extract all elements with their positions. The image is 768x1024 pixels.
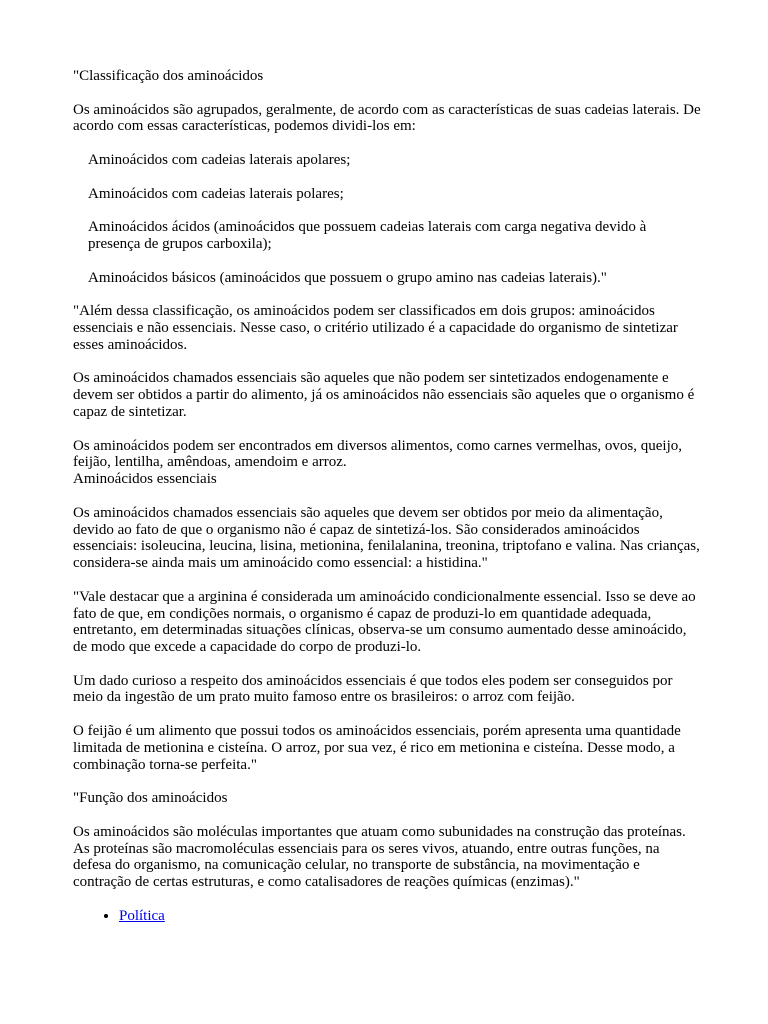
- section-heading-classification: "Classificação dos aminoácidos: [73, 68, 264, 84]
- document-body: [73, 68, 701, 925]
- politica-link[interactable]: Política: [119, 907, 165, 924]
- paragraph-essential-definition: Os aminoácidos chamados essenciais são aqueles que não podem ser sintetizados endogenamente e devem ser obtidos a partir do alimento, já os aminoácidos não essenciais são aqueles que o organismo é capaz de sintetizar.: [73, 370, 695, 420]
- paragraph-function: Os aminoácidos são moléculas importantes que atuam como subunidades na construção das proteínas. As proteínas são macromoléculas essenciais para os seres vivos, atuando, entre outras funções, na defesa do organismo, na comunicação celular, no transporte de substância, na movimentação e contração de certas estruturas, e como catalisadores de reações químicas (enzimas).": [73, 823, 686, 891]
- list-item-polar: Aminoácidos com cadeias laterais polares;: [88, 185, 344, 202]
- paragraph-classification-groups: "Além dessa classificação, os aminoácidos podem ser classificados em dois grupos: aminoácidos essenciais e não essenciais. Nesse caso, o critério utilizado é a capacidade do organismo de sintetizar esses aminoácidos.: [73, 303, 678, 353]
- section-heading-function: "Função dos aminoácidos: [73, 790, 228, 807]
- paragraph-essential-list: Os aminoácidos chamados essenciais são aqueles que devem ser obtidos por meio da alimentação, devido ao fato de que o organismo não é capaz de sintetizá-los. São considerados aminoácidos essenciais: isoleucina, leucina, lisina, metionina, fenilalanina, treonina, triptofano e valina. Nas crianças, considera-se ainda mais um aminoácido como essencial: a histidina.": [73, 504, 700, 572]
- list-item: [119, 908, 701, 925]
- paragraph-food-sources: Os aminoácidos podem ser encontrados em diversos alimentos, como carnes vermelhas, ovos, queijo, feijão, lentilha, amêndoas, amendoim e arroz. Aminoácidos essenciais: [73, 437, 683, 488]
- list-item-acidic: Aminoácidos ácidos (aminoácidos que possuem cadeias laterais com carga negativa devido à presença de grupos carboxila);: [88, 219, 647, 252]
- paragraph-beans-detail: O feijão é um alimento que possui todos os aminoácidos essenciais, porém apresenta uma quantidade limitada de metionina e cisteína. O arroz, por sua vez, é rico em metionina e cisteína. Desse modo, a combinação torna-se perfeita.": [73, 723, 681, 773]
- list-item-basic: Aminoácidos básicos (aminoácidos que possuem o grupo amino nas cadeias laterais).": [88, 269, 607, 286]
- paragraph-intro: Os aminoácidos são agrupados, geralmente, de acordo com as características de suas cadeias laterais. De acordo com essas características, podemos dividi-los em:: [73, 101, 701, 135]
- list-item-apolar: Aminoácidos com cadeias laterais apolares;: [88, 151, 351, 168]
- link-list: [73, 908, 701, 925]
- paragraph-rice-beans: Um dado curioso a respeito dos aminoácidos essenciais é que todos eles podem ser conseguidos por meio da ingestão de um prato muito famoso entre os brasileiros: o arroz com feijão.: [73, 672, 673, 706]
- paragraph-arginine: "Vale destacar que a arginina é considerada um aminoácido condicionalmente essencial. Isso se deve ao fato de que, em condições normais, o organismo é capaz de produzi-lo em quantidade adequada, entretanto, em determinadas situações clínicas, observa-se um consumo aumentado desse aminoácido, de modo que excede a capacidade do corpo de produzi-lo.: [73, 588, 696, 656]
